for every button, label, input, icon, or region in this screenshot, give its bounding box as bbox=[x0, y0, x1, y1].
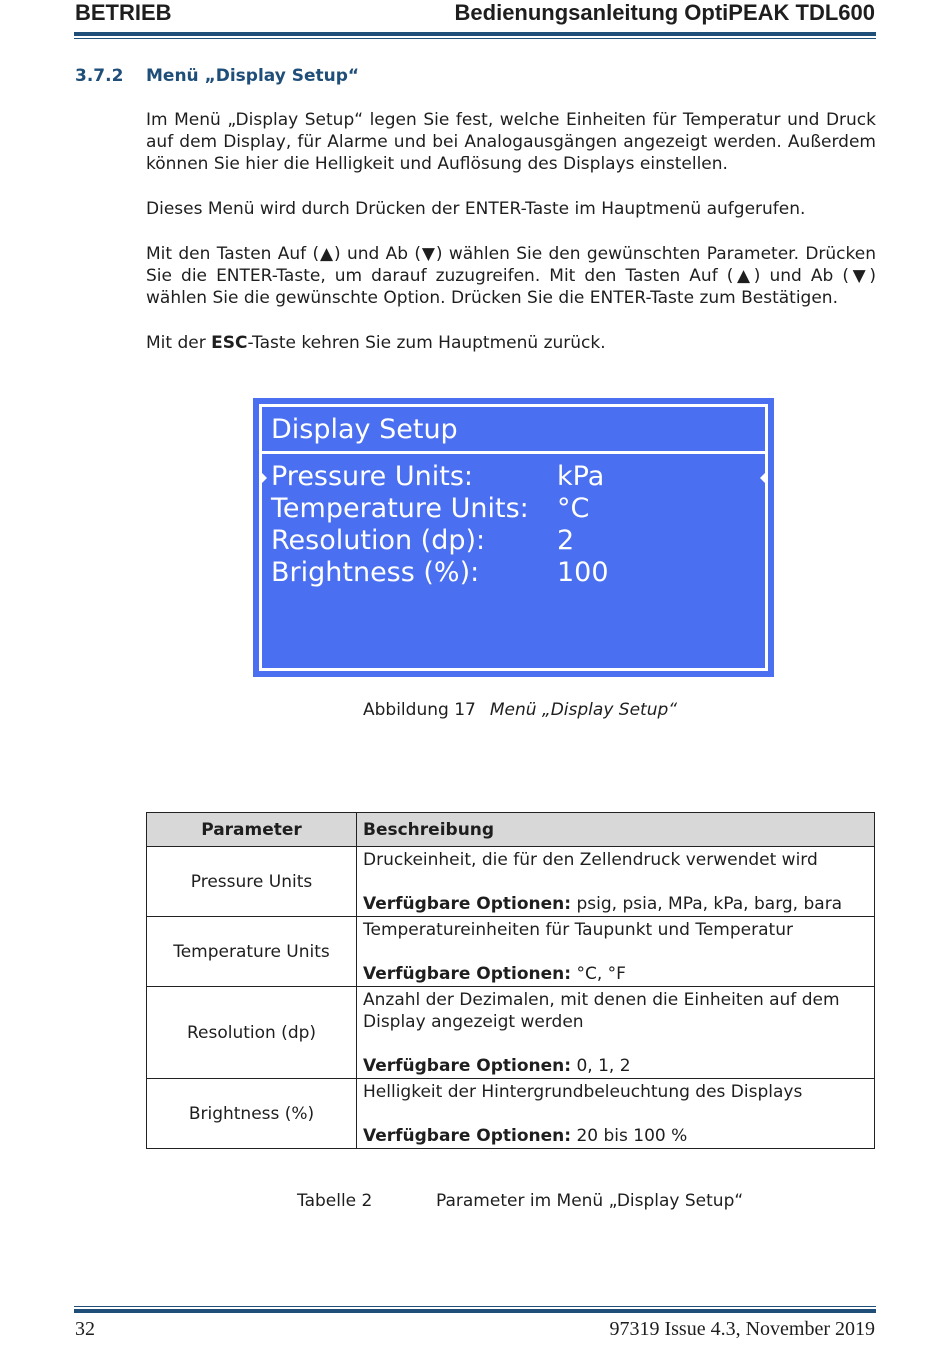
parameter-cell: Temperature Units bbox=[147, 917, 357, 987]
options-values: 20 bis 100 % bbox=[571, 1126, 688, 1146]
display-title-bar bbox=[262, 407, 765, 454]
options-values: °C, °F bbox=[571, 964, 626, 984]
display-row-value: 100 bbox=[557, 557, 609, 588]
table-header-row bbox=[147, 813, 875, 847]
selection-marker-right-icon bbox=[760, 470, 768, 486]
navigation-paragraph: Mit den Tasten Auf (▲) und Ab (▼) wählen Sie den gewünschten Parameter. Drücken Sie die ENTER-Taste, um darauf zuzugreifen. Mit den Tasten Auf (▲) und Ab (▼) wählen Sie die gewünschte Option. Drücken Sie die ENTER-Taste zum Bestätigen. bbox=[146, 244, 876, 308]
display-title: Display Setup bbox=[271, 414, 458, 445]
table-caption bbox=[297, 1191, 744, 1211]
options-values: 0, 1, 2 bbox=[571, 1056, 631, 1076]
description-text: Helligkeit der Hintergrundbeleuchtung des Displays bbox=[363, 1082, 803, 1102]
table-caption-title: Parameter im Menü „Display Setup“ bbox=[436, 1191, 744, 1211]
table-caption-label: Tabelle 2 bbox=[297, 1191, 373, 1211]
table-row bbox=[147, 987, 875, 1079]
figure-caption-title: Menü „Display Setup“ bbox=[489, 700, 678, 720]
display-inner-border bbox=[259, 404, 768, 671]
figure-caption-label: Abbildung 17 bbox=[363, 700, 476, 720]
description-cell bbox=[357, 917, 875, 987]
table-row bbox=[147, 1079, 875, 1149]
esc-text-after: -Taste kehren Sie zum Hauptmenü zurück. bbox=[247, 333, 606, 353]
figure-caption bbox=[363, 700, 677, 720]
display-row-resolution bbox=[262, 525, 765, 557]
table-row bbox=[147, 847, 875, 917]
header-divider-thin bbox=[74, 38, 876, 39]
table-row bbox=[147, 917, 875, 987]
esc-key-label: ESC bbox=[211, 333, 248, 353]
description-cell bbox=[357, 847, 875, 917]
intro-paragraph: Im Menü „Display Setup“ legen Sie fest, welche Einheiten für Temperatur und Druck auf dem Display, für Alarme und bei Analogausgängen angezeigt werden. Außerdem können Sie hier die Helligkeit und Auflösung des Displays einstellen. bbox=[146, 110, 876, 174]
display-row-brightness bbox=[262, 557, 765, 589]
header-manual-title: Bedienungsanleitung OptiPEAK TDL600 bbox=[454, 0, 875, 25]
display-row-temperature bbox=[262, 493, 765, 525]
description-text: Anzahl der Dezimalen, mit denen die Einheiten auf dem Display angezeigt werden bbox=[363, 990, 840, 1032]
display-row-label: Brightness (%): bbox=[271, 557, 480, 588]
display-row-value: °C bbox=[557, 493, 590, 524]
options-line bbox=[363, 1125, 874, 1148]
column-header-parameter: Parameter bbox=[147, 813, 357, 847]
options-label: Verfügbare Optionen: bbox=[363, 1056, 572, 1076]
options-line bbox=[363, 893, 874, 916]
header-section-label: BETRIEB bbox=[75, 0, 172, 25]
parameter-cell: Resolution (dp) bbox=[147, 987, 357, 1079]
page-number: 32 bbox=[75, 1318, 95, 1340]
options-label: Verfügbare Optionen: bbox=[363, 894, 572, 914]
document-issue: 97319 Issue 4.3, November 2019 bbox=[609, 1318, 875, 1340]
display-row-pressure bbox=[262, 461, 765, 493]
esc-paragraph bbox=[146, 332, 876, 354]
section-heading bbox=[75, 66, 359, 86]
display-row-label: Resolution (dp): bbox=[271, 525, 486, 556]
description-text: Temperatureinheiten für Taupunkt und Temperatur bbox=[363, 920, 793, 940]
display-row-value: kPa bbox=[557, 461, 605, 492]
display-row-label: Pressure Units: bbox=[271, 461, 473, 492]
section-title: Menü „Display Setup“ bbox=[146, 66, 360, 86]
description-cell bbox=[357, 1079, 875, 1149]
footer-divider-thin bbox=[74, 1306, 876, 1307]
display-screen bbox=[253, 398, 774, 677]
parameter-cell: Pressure Units bbox=[147, 847, 357, 917]
description-text: Druckeinheit, die für den Zellendruck verwendet wird bbox=[363, 850, 818, 870]
column-header-description: Beschreibung bbox=[357, 813, 875, 847]
section-number: 3.7.2 bbox=[75, 66, 124, 86]
selection-marker-left-icon bbox=[259, 470, 267, 486]
footer-divider bbox=[74, 1309, 876, 1313]
options-line bbox=[363, 1055, 874, 1078]
parameter-cell: Brightness (%) bbox=[147, 1079, 357, 1149]
options-values: psig, psia, MPa, kPa, barg, bara bbox=[571, 894, 843, 914]
display-row-value: 2 bbox=[557, 525, 575, 556]
parameter-table bbox=[146, 812, 875, 1149]
display-row-label: Temperature Units: bbox=[271, 493, 529, 524]
options-label: Verfügbare Optionen: bbox=[363, 964, 572, 984]
esc-text-before: Mit der bbox=[146, 333, 212, 353]
options-line bbox=[363, 963, 874, 986]
options-label: Verfügbare Optionen: bbox=[363, 1126, 572, 1146]
description-cell bbox=[357, 987, 875, 1079]
header-divider bbox=[74, 32, 876, 36]
menu-access-paragraph: Dieses Menü wird durch Drücken der ENTER-Taste im Hauptmenü aufgerufen. bbox=[146, 199, 806, 219]
